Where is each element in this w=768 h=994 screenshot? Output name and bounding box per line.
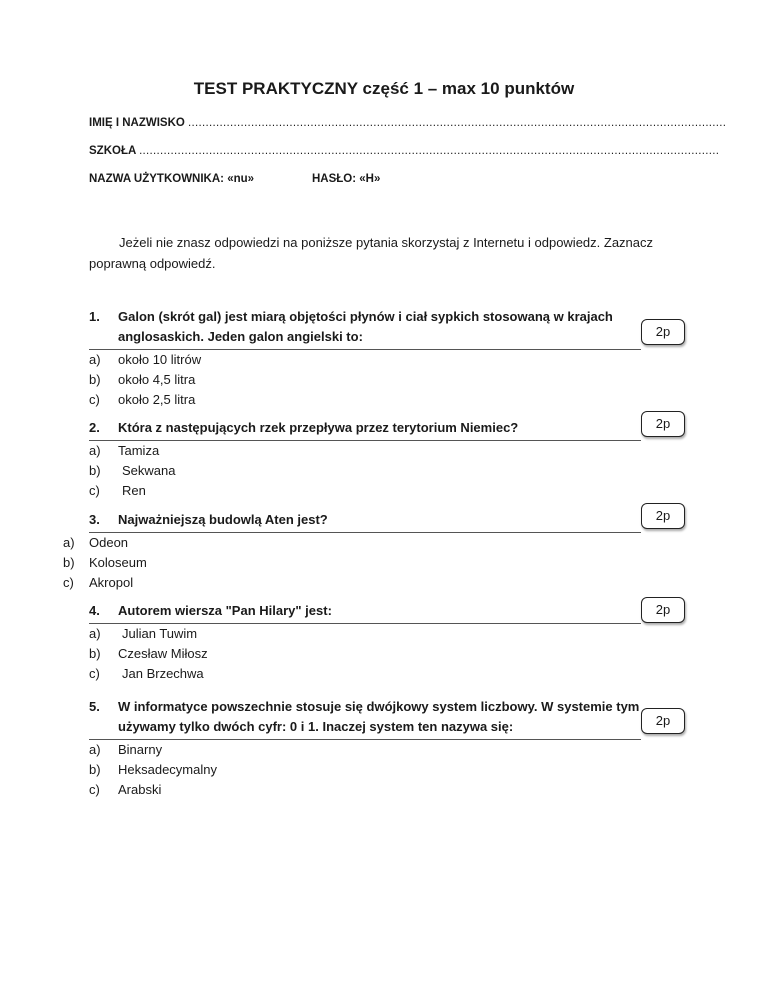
option-text: Tamiza: [118, 443, 160, 458]
option-text: Akropol: [89, 575, 134, 590]
option-letter: a): [63, 535, 75, 550]
answer-option[interactable]: [63, 573, 641, 593]
question-stem: [89, 418, 641, 441]
points-box: 2p: [641, 411, 685, 437]
option-letter: c): [89, 392, 100, 407]
option-letter: c): [63, 575, 74, 590]
credentials-row: [89, 173, 669, 185]
option-text: Arabski: [118, 782, 162, 797]
answer-option[interactable]: [89, 624, 641, 644]
option-letter: c): [89, 782, 100, 797]
option-letter: b): [89, 762, 101, 777]
question-1: [89, 307, 641, 410]
answer-option[interactable]: [89, 390, 641, 410]
answer-option[interactable]: [89, 481, 641, 501]
question-text: Która z następujących rzek przepływa przez terytorium Niemiec?: [118, 420, 519, 435]
option-text: Julian Tuwim: [122, 626, 198, 641]
question-text: Galon (skrót gal) jest miarą objętości płynów i ciał sypkich stosowaną w krajach anglosaskich. Jeden galon angielski to:: [118, 309, 613, 344]
option-text: Koloseum: [89, 555, 147, 570]
name-label: IMIĘ I NAZWISKO: [89, 117, 185, 129]
answer-option[interactable]: [63, 533, 641, 553]
question-stem: [89, 510, 641, 533]
option-letter: a): [89, 626, 101, 641]
answer-option[interactable]: [89, 740, 641, 760]
question-4: [89, 601, 641, 684]
answer-option[interactable]: [89, 780, 641, 800]
answer-option[interactable]: [89, 370, 641, 390]
question-number: 2.: [89, 420, 100, 435]
option-letter: b): [89, 646, 101, 661]
option-text: około 2,5 litra: [118, 392, 196, 407]
points-box: 2p: [641, 503, 685, 529]
answer-option[interactable]: [89, 664, 641, 684]
answer-option[interactable]: [89, 644, 641, 664]
option-text: Ren: [122, 483, 146, 498]
option-letter: a): [89, 742, 101, 757]
question-number: 5.: [89, 699, 100, 714]
option-letter: c): [89, 666, 100, 681]
school-label: SZKOŁA: [89, 145, 136, 157]
question-text: W informatyce powszechnie stosuje się dwójkowy system liczbowy. W systemie tym używamy tylko dwóch cyfr: 0 i 1. Inaczej system ten nazywa się:: [118, 699, 640, 734]
option-text: Jan Brzechwa: [122, 666, 204, 681]
option-text: Binarny: [118, 742, 163, 757]
test-title: TEST PRAKTYCZNY część 1 – max 10 punktów: [193, 79, 575, 98]
option-text: około 10 litrów: [118, 352, 202, 367]
option-text: Czesław Miłosz: [118, 646, 208, 661]
username-label: NAZWA UŻYTKOWNIKA: «nu»: [89, 173, 255, 185]
instructions: [89, 232, 689, 274]
option-letter: b): [89, 463, 101, 478]
question-number: 4.: [89, 603, 100, 618]
option-letter: b): [89, 372, 101, 387]
points-box: 2p: [641, 597, 685, 623]
question-stem: [89, 697, 641, 740]
question-2: [89, 418, 641, 501]
option-letter: b): [63, 555, 75, 570]
question-text: Najważniejszą budowlą Aten jest?: [118, 512, 328, 527]
answer-option[interactable]: [89, 441, 641, 461]
question-5: [89, 697, 641, 800]
option-text: Sekwana: [122, 463, 176, 478]
school-dotted-line: ......................................................................................................................................................................: [139, 145, 720, 157]
points-box: 2p: [641, 708, 685, 734]
option-letter: a): [89, 443, 101, 458]
option-text: około 4,5 litra: [118, 372, 196, 387]
option-letter: c): [89, 483, 100, 498]
points-box: 2p: [641, 319, 685, 345]
answer-option[interactable]: [89, 350, 641, 370]
answer-option[interactable]: [89, 760, 641, 780]
option-text: Odeon: [89, 535, 129, 550]
name-field[interactable]: [89, 117, 727, 129]
answer-option[interactable]: [63, 553, 641, 573]
question-3: [63, 510, 641, 593]
question-stem: [89, 307, 641, 350]
question-number: 3.: [89, 512, 100, 527]
school-field[interactable]: [89, 145, 720, 157]
answer-option[interactable]: [89, 461, 641, 481]
option-text: Heksadecymalny: [118, 762, 217, 777]
question-number: 1.: [89, 309, 100, 324]
password-label: HASŁO: «H»: [312, 173, 381, 185]
question-text: Autorem wiersza "Pan Hilary" jest:: [118, 603, 332, 618]
instructions-text: Jeżeli nie znasz odpowiedzi na poniższe pytania skorzystaj z Internetu i odpowiedz. Zaznacz poprawną odpowiedź.: [89, 235, 654, 271]
option-letter: a): [89, 352, 101, 367]
name-dotted-line: ..........................................................................................................................................................: [188, 117, 727, 129]
question-stem: [89, 601, 641, 624]
